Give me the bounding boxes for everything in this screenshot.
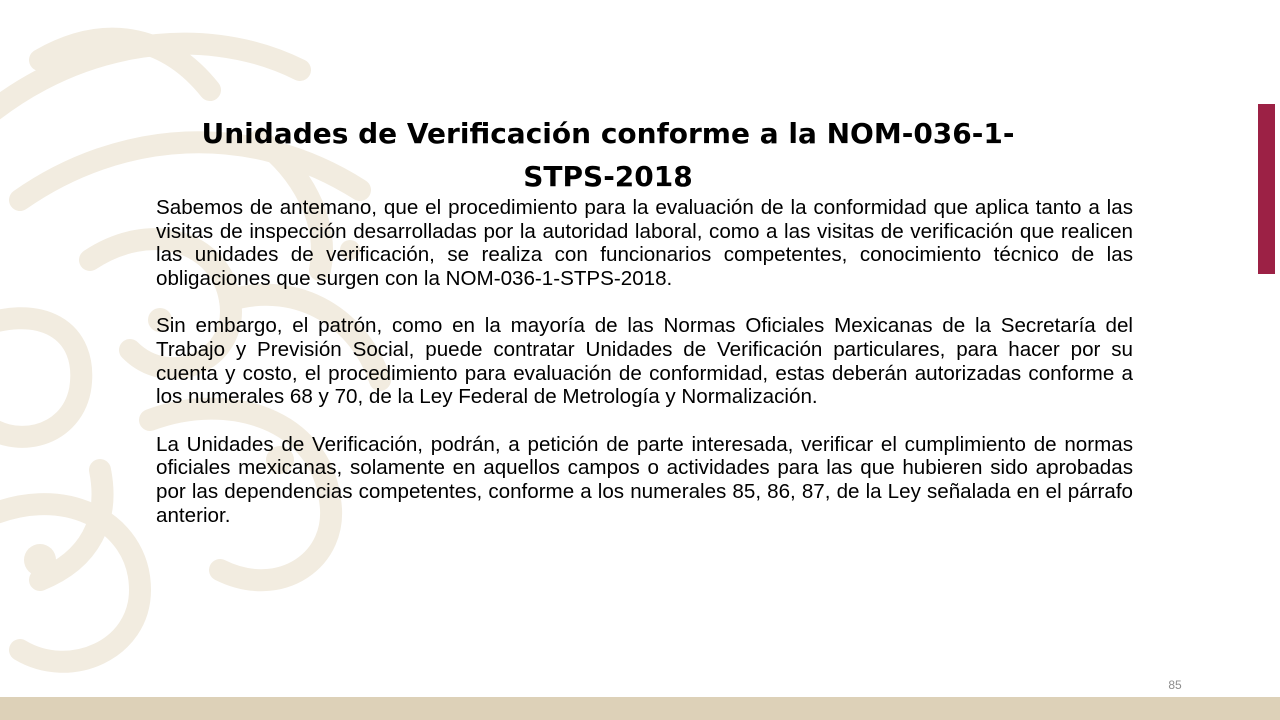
body-paragraph-3: La Unidades de Verificación, podrán, a petición de parte interesada, verificar el cumplimiento de normas oficiales mexicanas, solamente en aquellos campos o actividades para las que hubieren sido aprobadas por las dependencias competentes, conforme a los numerales 85, 86, 87, de la Ley señalada en el párrafo anterior. xyxy=(156,432,1133,527)
page-number: 85 xyxy=(1168,678,1182,692)
slide-body xyxy=(156,196,1133,527)
footer-band xyxy=(0,697,1280,720)
body-paragraph-2: Sin embargo, el patrón, como en la mayoría de las Normas Oficiales Mexicanas de la Secretaría del Trabajo y Previsión Social, puede contratar Unidades de Verificación particulares, para hacer por su cuenta y costo, el procedimiento para evaluación de conformidad, estas deberán autorizadas conforme a los numerales 68 y 70, de la Ley Federal de Metrología y Normalización. xyxy=(156,314,1133,409)
accent-bar xyxy=(1258,104,1275,274)
title-line-2: STPS-2018 xyxy=(523,160,693,193)
title-line-1: Unidades de Verificación conforme a la NOM-036-1- xyxy=(201,117,1015,150)
slide-title xyxy=(150,112,1066,198)
body-paragraph-1: Sabemos de antemano, que el procedimiento para la evaluación de la conformidad que aplica tanto a las visitas de inspección desarrolladas por la autoridad laboral, como a las visitas de verificación que realicen las unidades de verificación, se realiza con funcionarios competentes, conocimiento técnico de las obligaciones que surgen con la NOM-036-1-STPS-2018. xyxy=(156,196,1133,291)
